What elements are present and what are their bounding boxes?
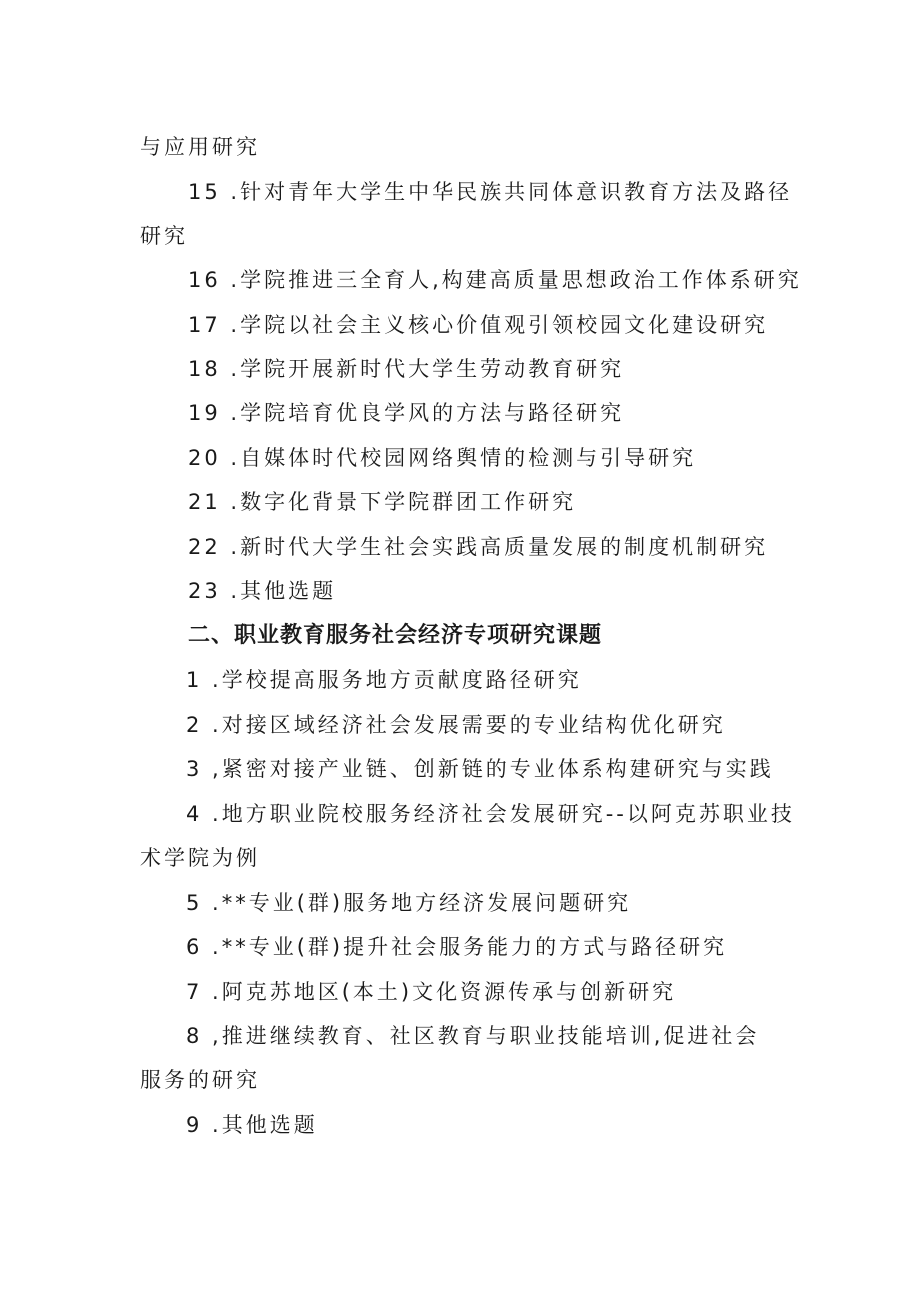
list-item-20: 20 .自媒体时代校园网络舆情的检测与引导研究 [188,446,697,470]
list-item-18: 18 .学院开展新时代大学生劳动教育研究 [188,357,625,381]
list-item-22: 22 .新时代大学生社会实践高质量发展的制度机制研究 [188,535,769,559]
list-item-19: 19 .学院培育优良学风的方法与路径研究 [188,401,625,425]
list-item-15: 15 .针对青年大学生中华民族共同体意识教育方法及路径 [188,180,793,204]
section2-item-4: 4 .地方职业院校服务经济社会发展研究--以阿克苏职业技 [186,802,795,826]
section2-item-1: 1 .学校提高服务地方贡献度路径研究 [186,668,582,692]
section2-item-3: 3 ,紧密对接产业链、创新链的专业体系构建研究与实践 [186,757,774,781]
section2-item-8: 8 ,推进继续教育、社区教育与职业技能培训,促进社会 [186,1024,760,1048]
text-line-continuation: 术学院为例 [140,846,260,870]
list-item-16: 16 .学院推进三全育人,构建高质量思想政治工作体系研究 [188,268,802,292]
list-item-17: 17 .学院以社会主义核心价值观引领校园文化建设研究 [188,313,769,337]
section2-item-9: 9 .其他选题 [186,1113,318,1137]
section2-item-6: 6 .**专业(群)提升社会服务能力的方式与路径研究 [186,935,728,959]
text-line-continuation: 研究 [140,224,188,248]
list-item-21: 21 .数字化背景下学院群团工作研究 [188,490,577,514]
text-line-continuation: 服务的研究 [140,1068,260,1092]
text-line: 与应用研究 [140,135,260,159]
section2-item-2: 2 .对接区域经济社会发展需要的专业结构优化研究 [186,713,726,737]
list-item-23: 23 .其他选题 [188,579,337,603]
section-heading: 二、职业教育服务社会经济专项研究课题 [188,623,603,648]
section2-item-7: 7 .阿克苏地区(本土)文化资源传承与创新研究 [186,980,677,1004]
section2-item-5: 5 .**专业(群)服务地方经济发展问题研究 [186,891,632,915]
